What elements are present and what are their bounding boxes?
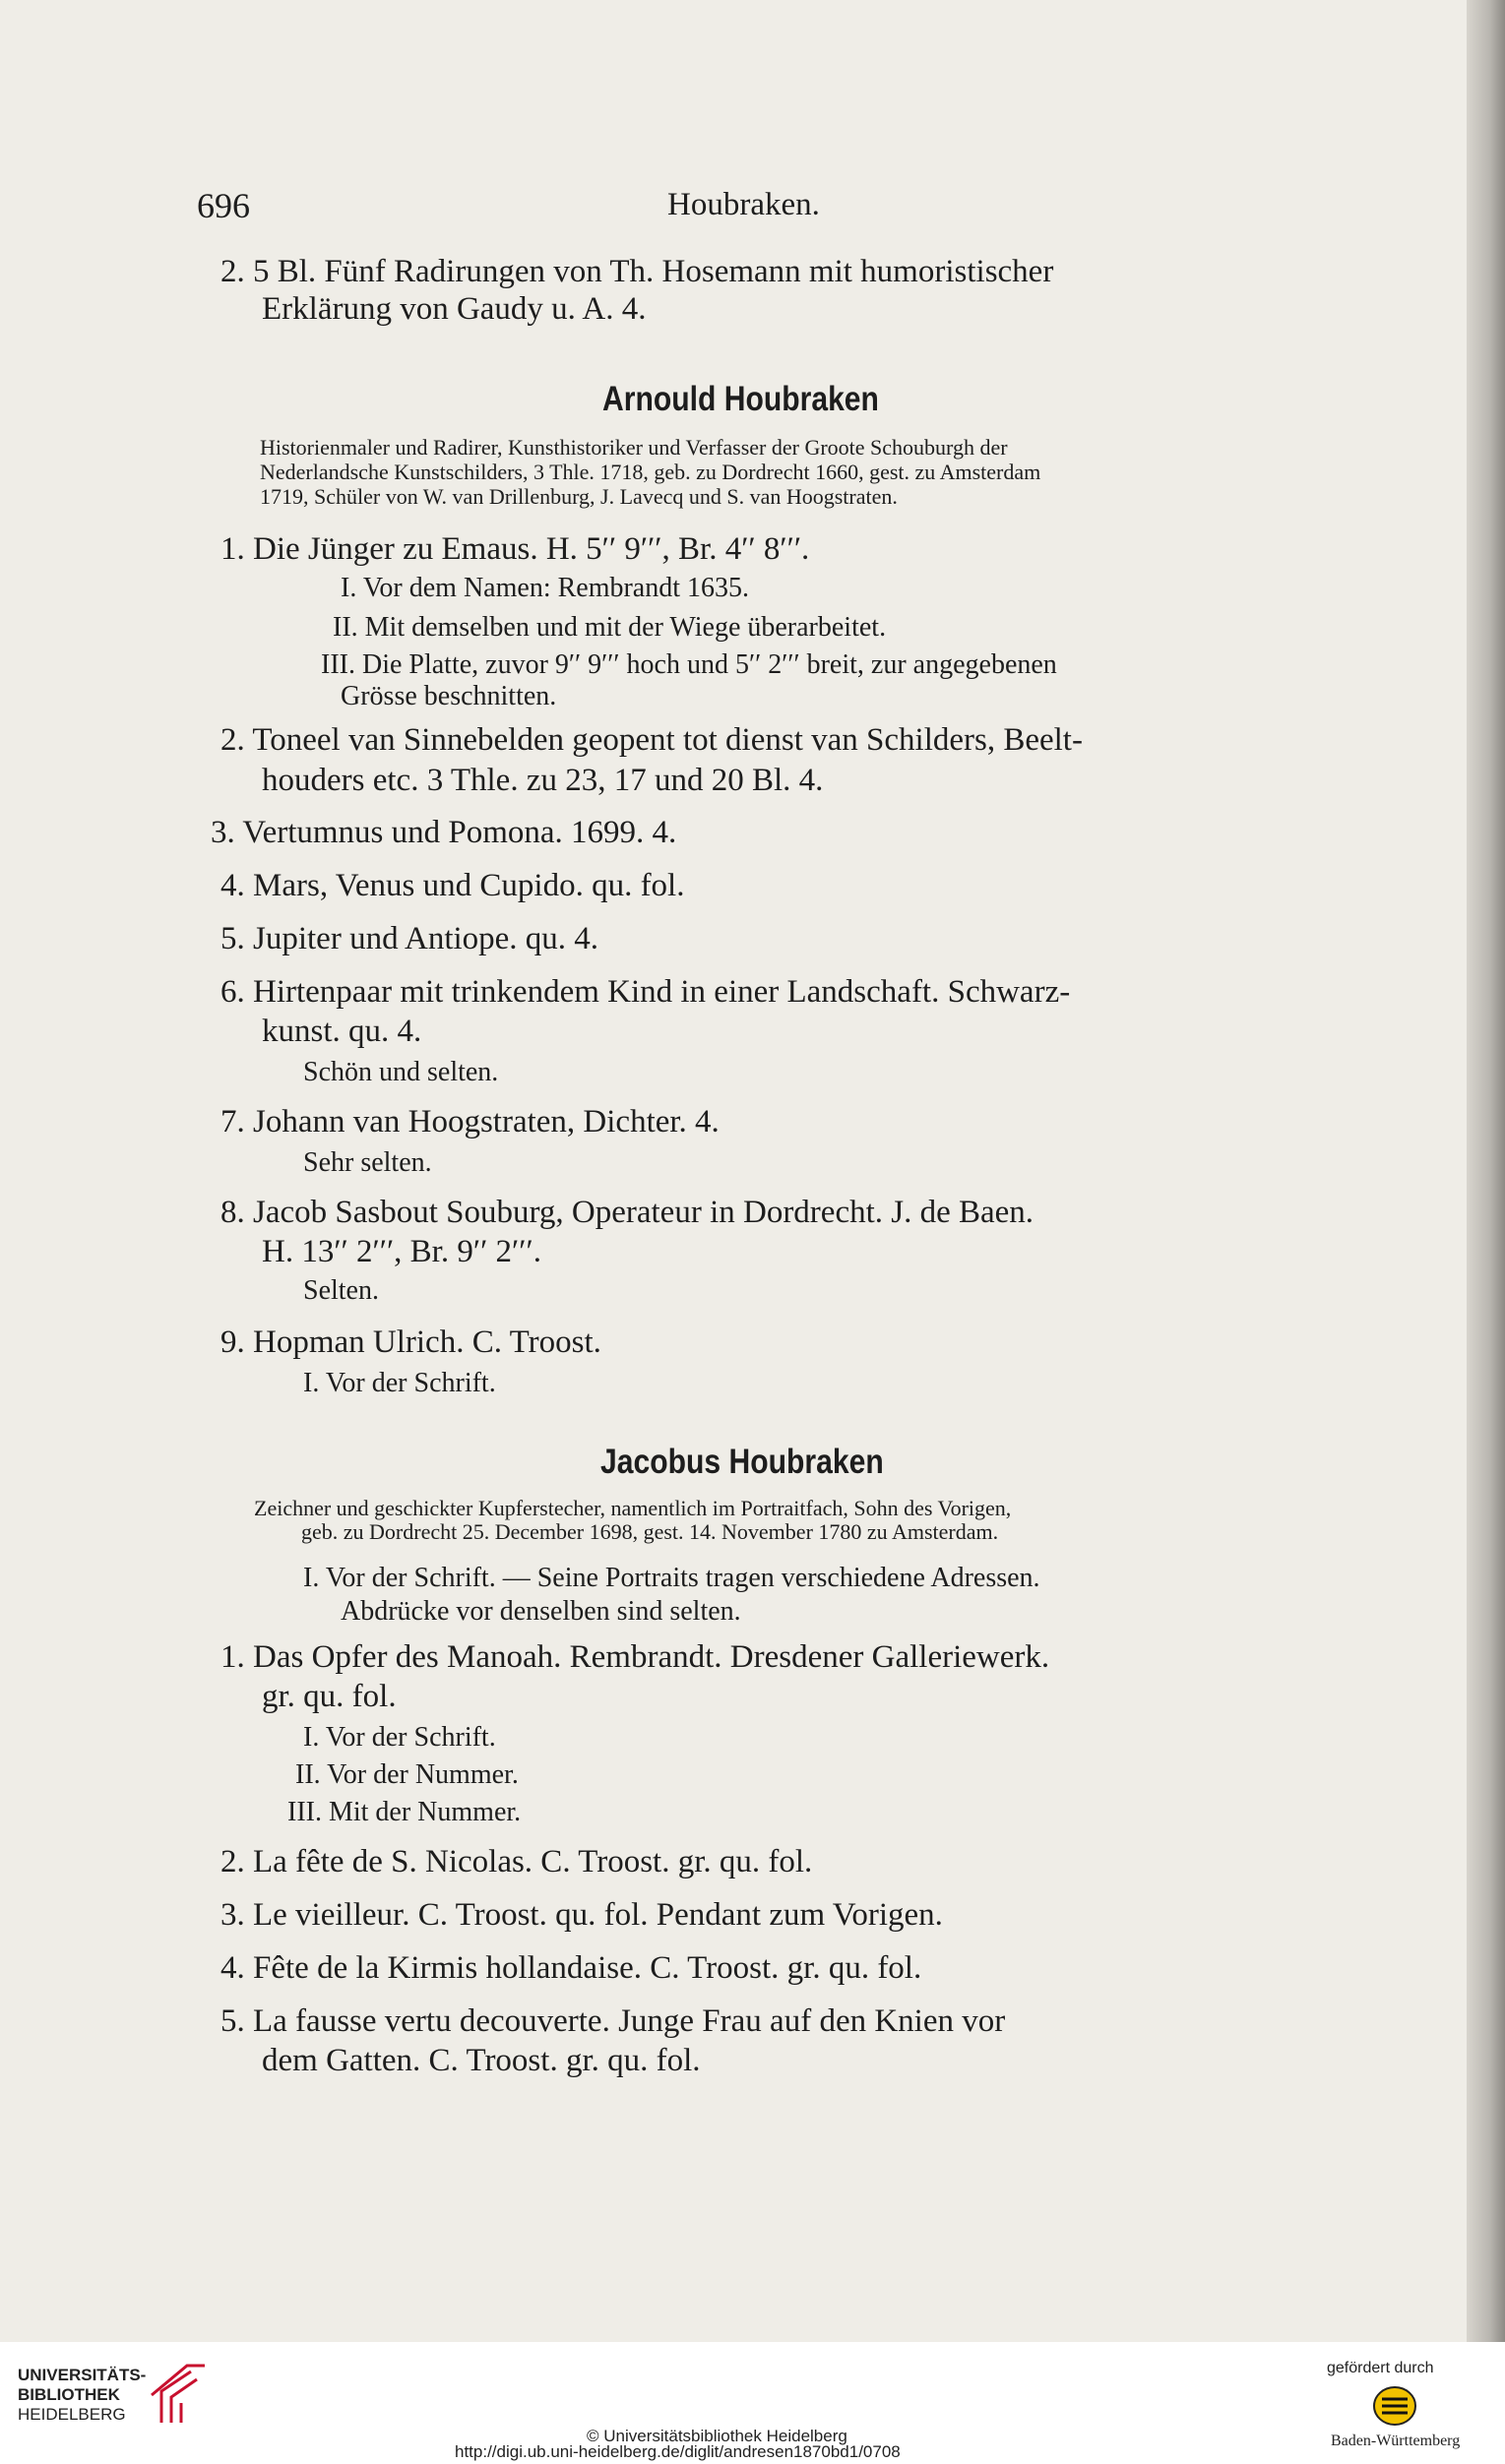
section-title-jacobus: Jacobus Houbraken [600, 1443, 884, 1481]
library-name-line1: UNIVERSITÄTS- [18, 2366, 147, 2384]
library-name [18, 2366, 146, 2425]
note-line: Schön und selten. [303, 1057, 499, 1087]
source-url-link[interactable]: http://digi.ub.uni-heidelberg.de/diglit/andresen1870bd1/0708 [455, 2442, 901, 2461]
state-line: III. Die Platte, zuvor 9′′ 9′′′ hoch und 5′′ 2′′′ breit, zur angegebenen [321, 649, 1057, 680]
entry-line: houders etc. 3 Thle. zu 23, 17 und 20 Bl. 4. [262, 763, 824, 798]
note-line: Selten. [303, 1275, 379, 1306]
coat-of-arms-icon [1372, 2385, 1417, 2427]
section-title-arnould: Arnould Houbraken [602, 380, 879, 418]
entry-line: 2. La fête de S. Nicolas. C. Troost. gr. qu. fol. [220, 1844, 813, 1879]
state-line: Grösse beschnitten. [341, 681, 557, 711]
bio-line: Historienmaler und Radirer, Kunsthistoriker und Verfasser der Groote Schouburgh der [260, 435, 1008, 460]
entry-line: H. 13′′ 2′′′, Br. 9′′ 2′′′. [262, 1234, 541, 1269]
note-line: Sehr selten. [303, 1147, 432, 1178]
state-line: I. Vor der Schrift. — Seine Portraits tragen verschiedene Adressen. [303, 1563, 1040, 1593]
entry-line: 5. La fausse vertu decouverte. Junge Frau auf den Knien vor [220, 2003, 1006, 2039]
entry-line: 1. Die Jünger zu Emaus. H. 5′′ 9′′′, Br. 4′′ 8′′′. [220, 531, 810, 567]
entry-line: gr. qu. fol. [262, 1679, 397, 1714]
entry-line: 9. Hopman Ulrich. C. Troost. [220, 1324, 601, 1360]
entry-line: 4. Mars, Venus und Cupido. qu. fol. [220, 868, 685, 903]
entry-line: kunst. qu. 4. [262, 1014, 422, 1049]
entry-line: dem Gatten. C. Troost. gr. qu. fol. [262, 2043, 701, 2078]
entry-line: Erklärung von Gaudy u. A. 4. [262, 291, 647, 327]
bio-line: Nederlandsche Kunstschilders, 3 Thle. 1718, geb. zu Dordrecht 1660, gest. zu Amsterdam [260, 460, 1041, 484]
entry-line: 3. Vertumnus und Pomona. 1699. 4. [211, 815, 677, 850]
state-line: III. Mit der Nummer. [287, 1797, 522, 1827]
library-name-line2: BIBLIOTHEK [18, 2385, 120, 2404]
page-edge-shadow [1467, 0, 1505, 2342]
entry-line: 8. Jacob Sasbout Souburg, Operateur in Dordrecht. J. de Baen. [220, 1195, 1035, 1230]
state-line: I. Vor der Schrift. [303, 1722, 496, 1753]
state-line: I. Vor der Schrift. [303, 1368, 496, 1398]
bio-line: Zeichner und geschickter Kupferstecher, namentlich im Portraitfach, Sohn des Vorigen, [254, 1496, 1012, 1520]
entry-line: 5. Jupiter und Antiope. qu. 4. [220, 921, 599, 956]
copyright-notice: © Universitätsbibliothek Heidelberg [587, 2427, 847, 2445]
entry-line: 2. Toneel van Sinnebelden geopent tot dienst van Schilders, Beelt- [220, 722, 1083, 758]
state-line: II. Mit demselben und mit der Wiege überarbeitet. [333, 612, 887, 643]
bio-line: geb. zu Dordrecht 25. December 1698, gest. 14. November 1780 zu Amsterdam. [301, 1519, 999, 1544]
funded-by-label: gefördert durch [1327, 2360, 1434, 2376]
library-name-line3: HEIDELBERG [18, 2405, 126, 2424]
footer-bar [0, 2342, 1505, 2464]
entry-line: 4. Fête de la Kirmis hollandaise. C. Troost. gr. qu. fol. [220, 1950, 922, 1986]
running-title: Houbraken. [667, 187, 820, 222]
entry-line: 2. 5 Bl. Fünf Radirungen von Th. Hosemann mit humoristischer [220, 254, 1054, 289]
library-logo-icon [148, 2362, 209, 2427]
entry-line: 7. Johann van Hoogstraten, Dichter. 4. [220, 1104, 720, 1140]
page-number: 696 [197, 186, 250, 225]
state-line: Abdrücke vor denselben sind selten. [341, 1596, 741, 1627]
entry-line: 3. Le vieilleur. C. Troost. qu. fol. Pendant zum Vorigen. [220, 1897, 943, 1933]
entry-line: 1. Das Opfer des Manoah. Rembrandt. Dresdener Galleriewerk. [220, 1639, 1050, 1675]
entry-line: 6. Hirtenpaar mit trinkendem Kind in einer Landschaft. Schwarz- [220, 974, 1071, 1010]
bio-line: 1719, Schüler von W. van Drillenburg, J. Lavecq und S. van Hoogstraten. [260, 484, 898, 509]
state-line: II. Vor der Nummer. [295, 1759, 519, 1790]
state-line: I. Vor dem Namen: Rembrandt 1635. [341, 573, 750, 603]
funder-name: Baden-Württemberg [1331, 2433, 1461, 2449]
